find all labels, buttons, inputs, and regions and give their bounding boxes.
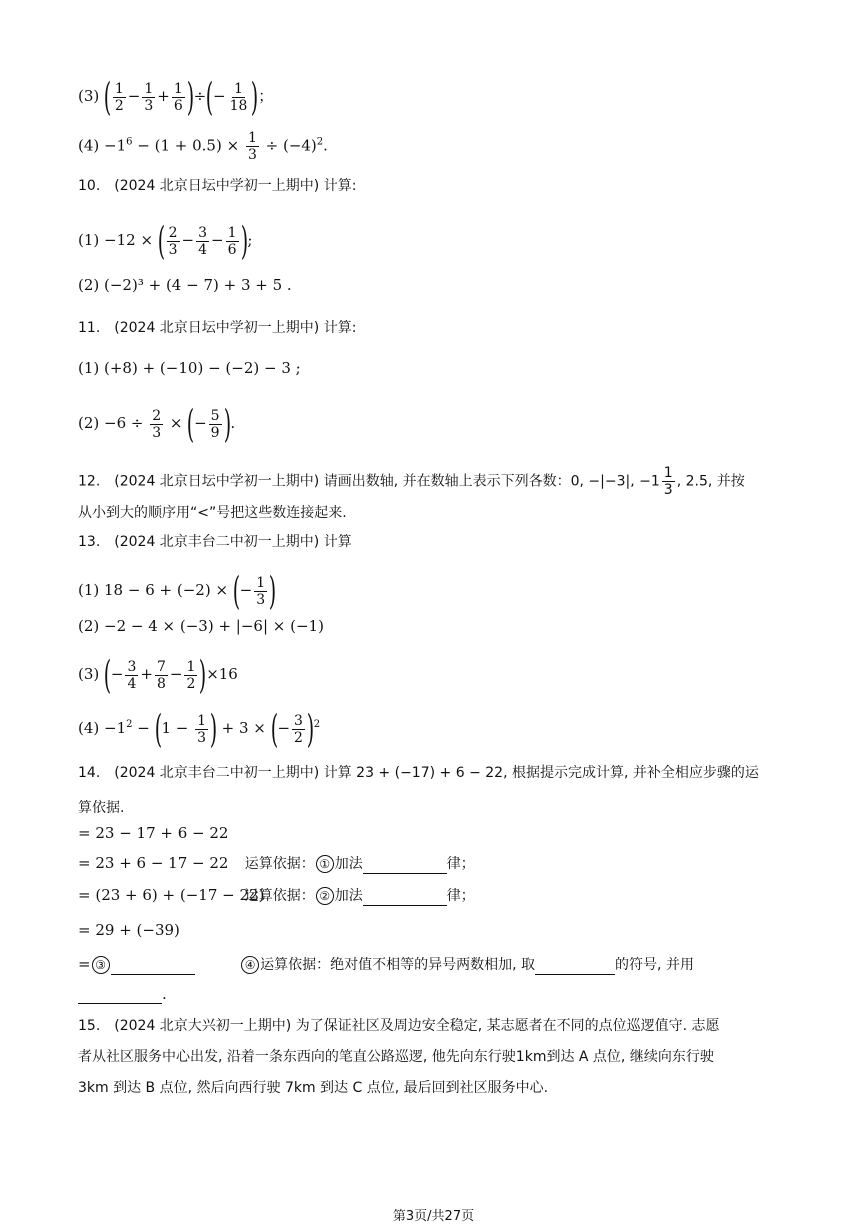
q13-header: 13. (2024 北京丰台二中初一上期中) 计算 — [78, 534, 352, 550]
q14-step4: = 29 + (−39) — [78, 921, 180, 939]
q13-part2: (2) −2 − 4 × (−3) + |−6| × (−1) — [78, 617, 324, 635]
q11-part1: (1) (+8) + (−10) − (−2) − 3 ; — [78, 359, 301, 377]
q15-line1: 15. (2024 北京大兴初一上期中) 为了保证社区及周边安全稳定, 某志愿者在不同的点位巡逻值守. 志愿 — [78, 1018, 720, 1034]
q11-part2: (2) −6 ÷ $\frac{2}{3}$ × (− $\frac{5}{9}$ ). — [78, 402, 236, 446]
q10-header: 10. (2024 北京日坛中学初一上期中) 计算: — [78, 178, 357, 194]
q9-part3: (3) ( $\frac{1}{2}$ − $\frac{1}{3}$ + $\frac{1}{6}$ )÷(− $\frac{1}{18}$ )； — [78, 75, 274, 119]
q13-part3: (3) (− $\frac{3}{4}$ + $\frac{7}{8}$ − $\frac{1}{2}$ )×16 — [78, 653, 238, 697]
q11-header: 11. (2024 北京日坛中学初一上期中) 计算: — [78, 320, 357, 336]
q14-step3: = (23 + 6) + (−17 − 22) 运算依据： ② 加法 律； — [78, 886, 475, 904]
q12-line2: 从小到大的顺序用“<”号把这些数连接起来. — [78, 505, 347, 521]
q14-line2: 算依据. — [78, 800, 125, 816]
q14-line1: 14. (2024 北京丰台二中初一上期中) 计算 23 + (−17) + 6 − 22, 根据提示完成计算, 并补全相应步骤的运 — [78, 765, 759, 781]
blank-3[interactable] — [111, 959, 195, 975]
q10-part2: (2) (−2)³ + (4 − 7) + 3 + 5 . — [78, 276, 292, 294]
blank-4[interactable] — [535, 959, 615, 975]
q12-line1: 12. (2024 北京日坛中学初一上期中) 请画出数轴, 并在数轴上表示下列各数：0, −|−3|, −1 $\frac{1}{3}$ , 2.5, 并按 — [78, 465, 745, 498]
q15-line2: 者从社区服务中心出发, 沿着一条东西向的笔直公路巡逻, 他先向东行驶1km到达 A 点位, 继续向东行驶 — [78, 1049, 714, 1065]
q10-part1: (1) −12 × ( $\frac{2}{3}$ − $\frac{3}{4}$ − $\frac{1}{6}$ ); — [78, 219, 253, 263]
page-footer: 第3页/共27页 — [392, 1209, 475, 1224]
q13-part1: (1) 18 − 6 + (−2) × (− $\frac{1}{3}$ ) — [78, 569, 277, 613]
blank-5[interactable] — [78, 988, 162, 1004]
q13-part4: $(4) -1^2 - (1$ − $\frac{1}{3}$ ) + 3 × (− $\frac{3}{2}$ )$^2$ — [78, 707, 321, 751]
blank-2[interactable] — [363, 890, 447, 906]
q9-part4: $(4) -1^6 - (1 + 0.5)$ × $\frac{1}{3}$ ÷ $(-4)^2$. — [78, 130, 328, 163]
q14-step2: = 23 + 6 − 17 − 22 运算依据： ① 加法 律； — [78, 854, 475, 872]
q14-step5: = ③ ④ 运算依据：绝对值不相等的异号两数相加, 取 的符号, 并用 — [78, 955, 694, 973]
q14-step6: . — [78, 984, 167, 1004]
blank-1[interactable] — [363, 858, 447, 874]
q14-step1: = 23 − 17 + 6 − 22 — [78, 824, 229, 842]
q15-line3: 3km 到达 B 点位, 然后向西行驶 7km 到达 C 点位, 最后回到社区服务中心. — [78, 1080, 549, 1096]
